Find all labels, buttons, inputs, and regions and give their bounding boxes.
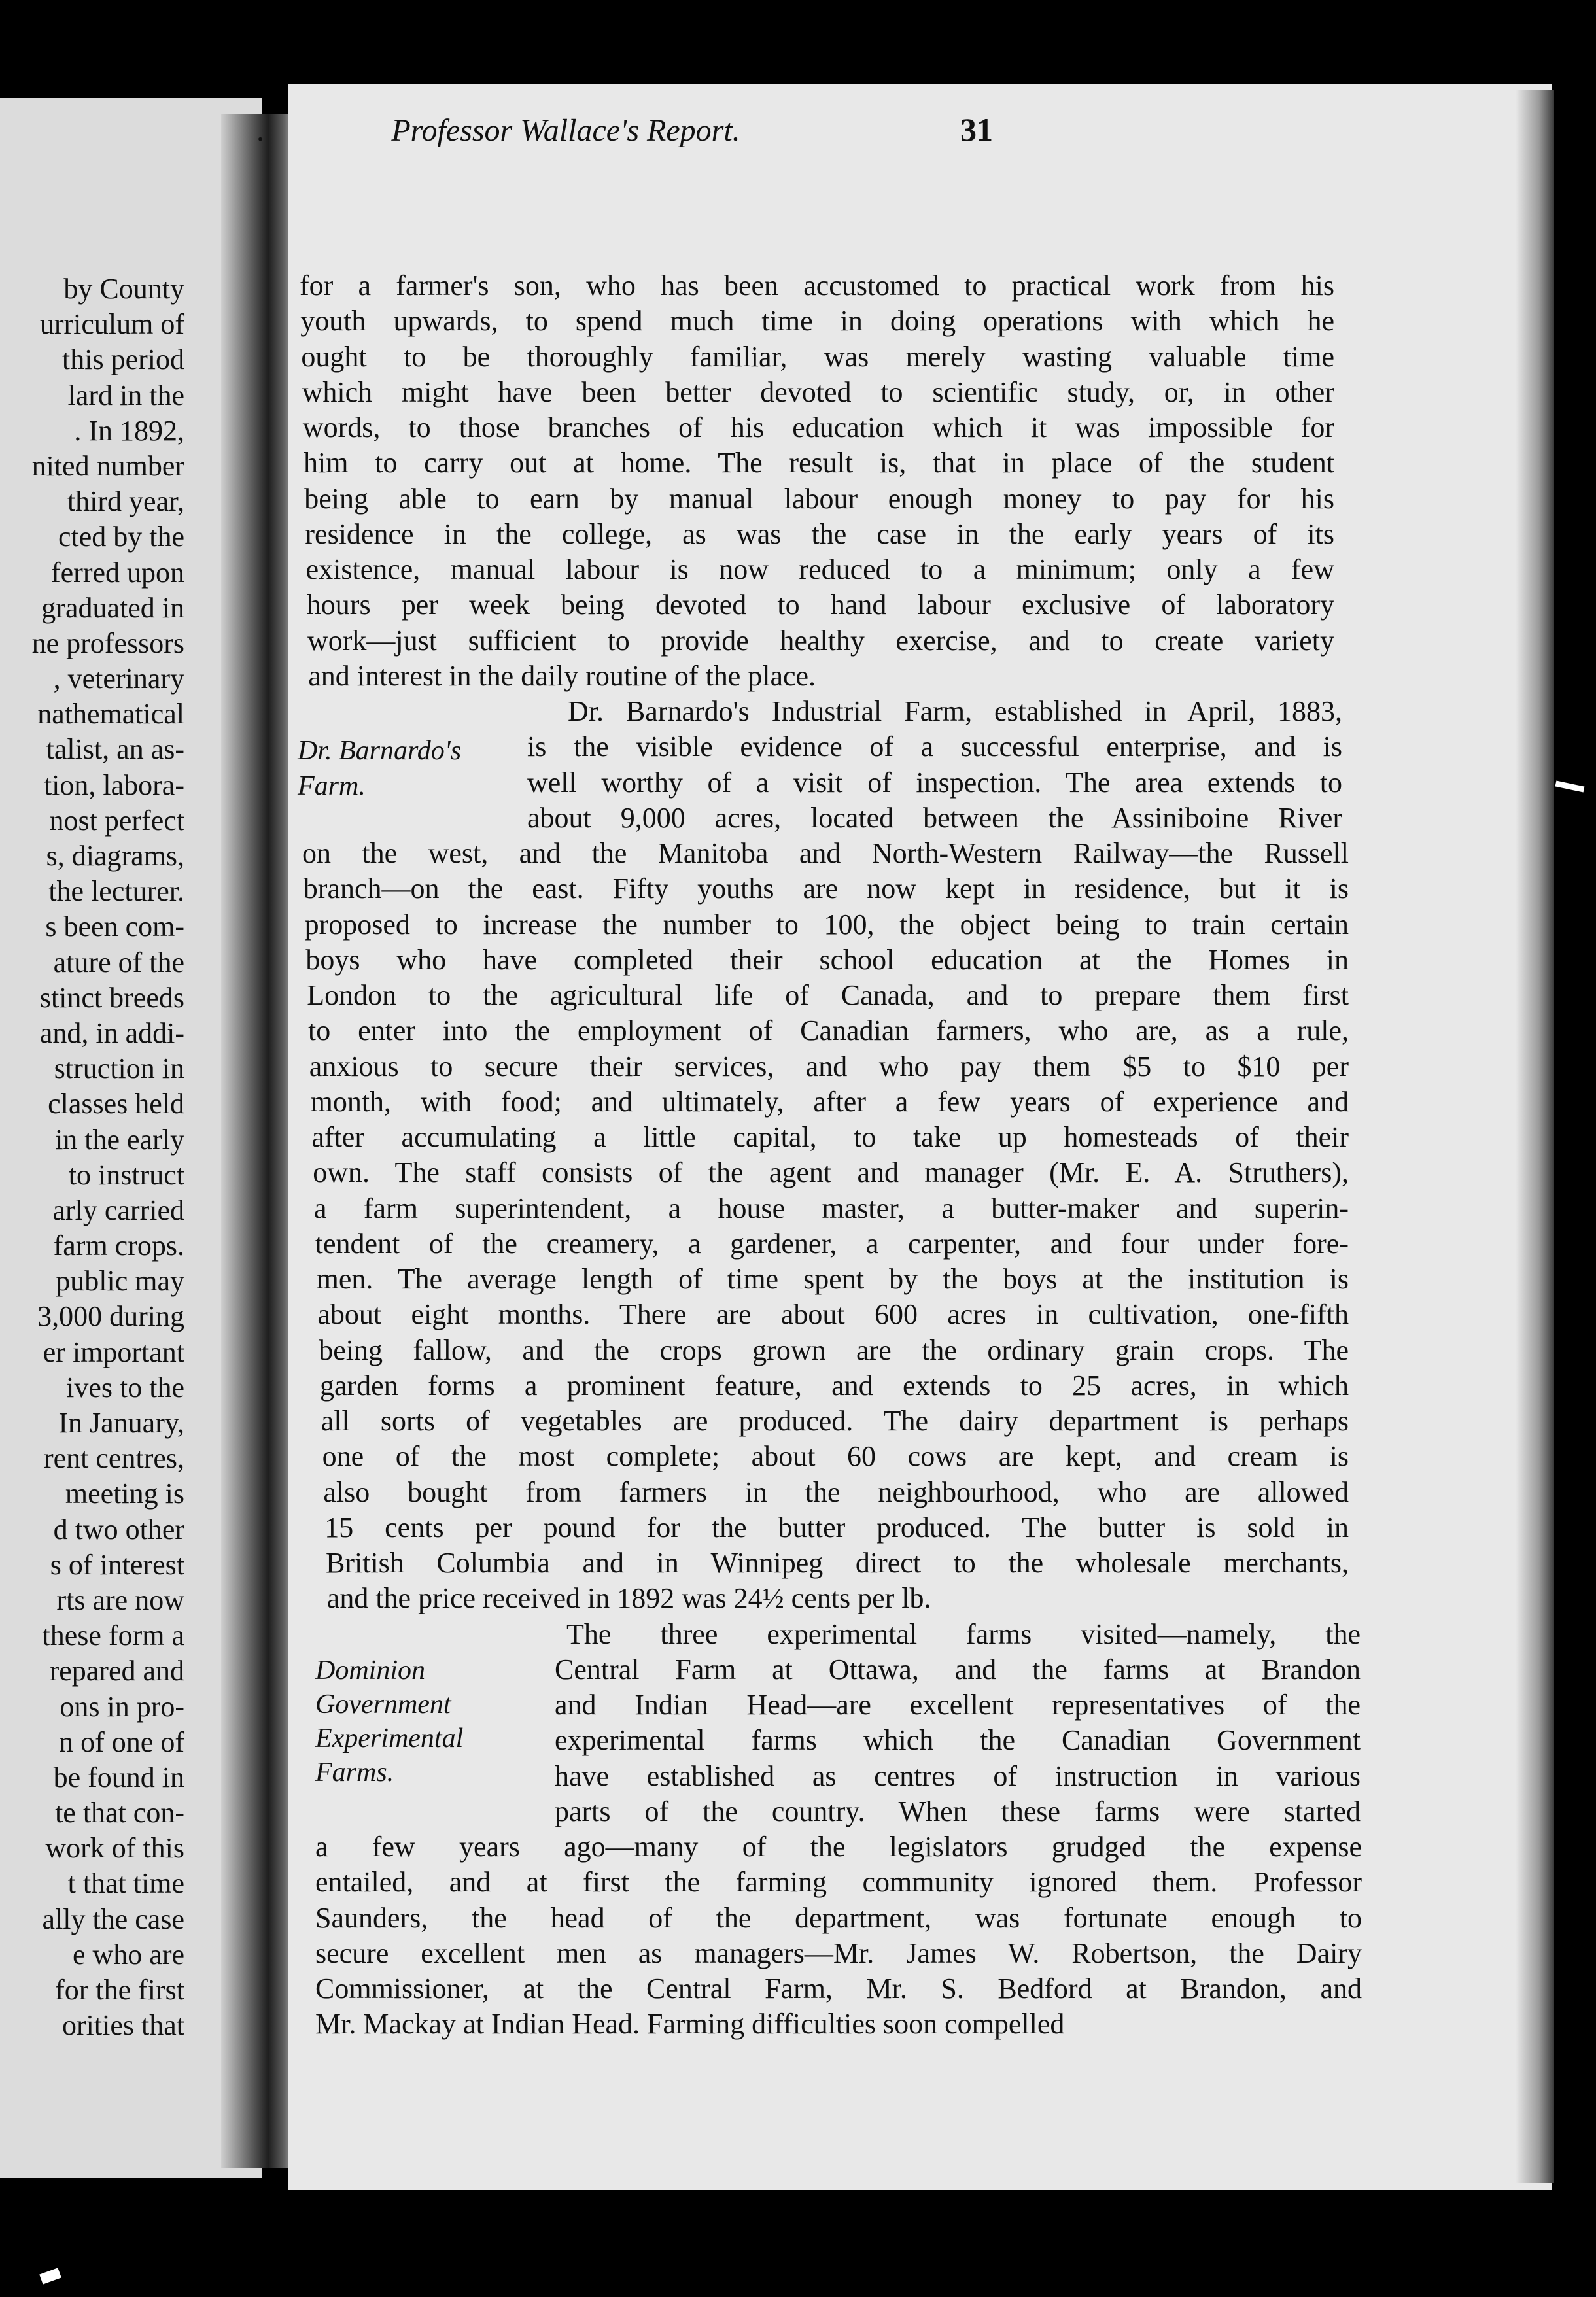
left-page-text-line: t that time [67,1867,184,1900]
body-text-line: own. The staff consists of the agent and manager (Mr. E. A. Struthers), [313,1156,1349,1189]
body-text-line: residence in the college, as was the case in the early years of its [305,517,1334,550]
body-text-line: about eight months. There are about 600 acres in cultivation, one-fifth [317,1298,1349,1331]
body-text-line: London to the agricultural life of Canada, and to prepare them first [307,979,1349,1011]
body-text-line: Saunders, the head of the department, was fortunate enough to [315,1901,1362,1934]
left-page-text-line: stinct breeds [39,981,184,1014]
left-page-text-line: to instruct [68,1158,184,1191]
body-text-line: have established as centres of instruction in various [555,1759,1361,1792]
left-page-text-line: d two other [53,1513,184,1546]
left-page-text-line: by County [63,273,184,305]
left-page-text-line: nited number [31,449,184,482]
left-page-text-line: tion, labora- [43,769,184,801]
scan-fleck [1555,781,1585,793]
body-text-line: Dr. Barnardo's Industrial Farm, established in April, 1883, [568,695,1342,727]
body-text-line: existence, manual labour is now reduced to a minimum; only a few [305,553,1334,585]
left-page-text-line: ferred upon [50,556,184,589]
left-page-text-line: and, in addi- [39,1016,184,1049]
left-page-text-line: talist, an as- [46,733,184,766]
left-page-text-line: n of one of [59,1725,184,1758]
body-text-line: well worthy of a visit of inspection. The area extends to [527,766,1342,799]
left-page-text-line: ally the case [42,1903,184,1935]
margin-note-line: Farm. [298,771,366,801]
page-edge-shadow [1516,90,1554,2183]
body-text-line: words, to those branches of his education which it was impossible for [302,411,1334,443]
left-page-text-line: lard in the [67,379,184,411]
body-text-line: Commissioner, at the Central Farm, Mr. S. Bedford at Brandon, and [315,1973,1362,2005]
body-text-line: parts of the country. When these farms were started [555,1795,1361,1827]
left-page-text-line: these form a [42,1619,184,1652]
body-text-line: 15 cents per pound for the butter produced. The butter is sold in [324,1511,1349,1544]
left-page-text-line: orities that [62,2009,184,2042]
left-page-text-line: er important [43,1336,184,1368]
body-text-line: after accumulating a little capital, to take up homesteads of their [311,1121,1349,1153]
left-page-text-line: this period [62,343,184,376]
body-text-line: being able to earn by manual labour enough money to pay for his [304,482,1334,515]
body-text-line: proposed to increase the number to 100, the object being to train certain [304,908,1349,941]
body-text-line: British Columbia and in Winnipeg direct to the wholesale merchants, [326,1547,1349,1579]
body-text-line: garden forms a prominent feature, and extends to 25 acres, in which [320,1369,1349,1402]
body-text-line: hours per week being devoted to hand labour exclusive of laboratory [306,589,1334,621]
body-text-line: him to carry out at home. The result is, that in place of the student [304,447,1334,479]
left-page-text-line: be found in [53,1761,184,1793]
left-page-text-line: nathematical [37,698,184,731]
left-page-text-line: the lecturer. [48,875,184,908]
left-page-text-line: struction in [54,1052,184,1085]
left-page-text-line: In January, [58,1407,184,1439]
body-text-line: tendent of the creamery, a gardener, a carpenter, and four under fore- [315,1227,1349,1260]
body-text-line: anxious to secure their services, and who pay them $5 to $10 per [309,1050,1349,1082]
left-page-text-line: urriculum of [39,308,184,341]
left-page-text-line: ne professors [31,627,184,659]
body-text-line: and Indian Head—are excellent representatives of the [555,1689,1361,1721]
header-dot: . [256,113,264,148]
body-text-line: one of the most complete; about 60 cows are kept, and cream is [322,1440,1349,1473]
scan-fleck [39,2268,61,2284]
left-page-text-line: meeting is [65,1477,184,1510]
body-text-line: men. The average length of time spent by the boys at the institution is [316,1263,1349,1295]
margin-note-line: Dr. Barnardo's [298,736,462,766]
page-number: 31 [960,111,993,148]
left-page-text-line: 3,000 during [37,1300,184,1333]
body-text-line: youth upwards, to spend much time in doing operations with which he [300,305,1334,337]
body-text-line: about 9,000 acres, located between the Assiniboine River [527,801,1342,834]
body-text-line: for a farmer's son, who has been accustomed to practical work from his [300,269,1334,302]
left-page-text-line: ons in pro- [60,1690,184,1723]
left-page-text-line: . In 1892, [74,414,184,447]
body-text-line: all sorts of vegetables are produced. The dairy department is perhaps [321,1405,1349,1437]
left-page-text-line: repared and [49,1655,184,1687]
body-text-line: Central Farm at Ottawa, and the farms at Brandon [555,1653,1361,1685]
body-text-line: work—just sufficient to provide healthy exercise, and to create variety [307,624,1334,657]
body-text-line: which might have been better devoted to scientific study, or, in other [302,375,1334,408]
left-page-text-line: nost perfect [49,804,184,837]
body-text-line: month, with food; and ultimately, after a few years of experience and [310,1085,1349,1118]
left-page-text-line: work of this [45,1832,184,1865]
left-page-text-line: for the first [55,1974,184,2006]
margin-note-line: Dominion [315,1655,425,1685]
left-page-text-line: in the early [55,1123,184,1156]
left-page-text-line: ature of the [53,946,184,978]
body-text-line: also bought from farmers in the neighbourhood, who are allowed [323,1476,1349,1508]
left-page-text-line: te that con- [55,1797,184,1829]
body-text-line: to enter into the employment of Canadian farmers, who are, as a rule, [308,1014,1349,1047]
left-page-column [0,271,184,2043]
margin-note-line: Farms. [315,1757,394,1788]
body-text-line: Mr. Mackay at Indian Head. Farming difficulties soon compelled [315,2008,1065,2041]
left-page-text-line: arly carried [52,1194,184,1226]
body-text-line: and interest in the daily routine of the place. [308,659,816,692]
body-text-line: boys who have completed their school education at the Homes in [305,943,1349,976]
left-page-text-line: s been com- [45,910,184,943]
body-text-line: branch—on the east. Fifty youths are now kept in residence, but it is [303,872,1349,905]
margin-note-line: Government [315,1689,451,1719]
body-text-line: on the west, and the Manitoba and North-Western Railway—the Russell [302,837,1349,869]
left-page-text-line: rent centres, [44,1442,184,1475]
body-text-line: The three experimental farms visited—namely, the [566,1617,1361,1650]
body-text-line: being fallow, and the crops grown are the ordinary grain crops. The [319,1334,1349,1366]
left-page-text-line: public may [56,1265,184,1298]
left-page-text-line: third year, [67,485,184,518]
left-page-text-line: ives to the [66,1371,184,1404]
body-text-line: a farm superintendent, a house master, a butter-maker and superin- [314,1192,1349,1224]
left-page-text-line: classes held [48,1088,184,1120]
left-page-text-line: , veterinary [53,663,184,695]
left-page-text-line: s, diagrams, [46,840,184,872]
body-text-line: is the visible evidence of a successful enterprise, and is [527,731,1342,763]
body-text-line: a few years ago—many of the legislators grudged the expense [315,1831,1362,1863]
left-page-text-line: s of interest [50,1548,184,1581]
left-page-text-line: farm crops. [53,1230,184,1262]
body-text-line: secure excellent men as managers—Mr. James W. Robertson, the Dairy [315,1937,1362,1969]
margin-note-line: Experimental [315,1723,464,1753]
left-page-text-line: cted by the [58,521,184,553]
body-text-line: entailed, and at first the farming community ignored them. Professor [315,1866,1362,1899]
left-page-text-line: e who are [72,1938,184,1971]
left-page-text-line: rts are now [56,1583,184,1616]
body-text-line: ought to be thoroughly familiar, was merely wasting valuable time [301,340,1334,373]
body-text-line: and the price received in 1892 was 24½ cents per lb. [326,1582,931,1615]
left-page-text-line: graduated in [41,591,184,624]
running-header-title: Professor Wallace's Report. [391,113,740,148]
body-text-line: experimental farms which the Canadian Government [555,1724,1361,1757]
